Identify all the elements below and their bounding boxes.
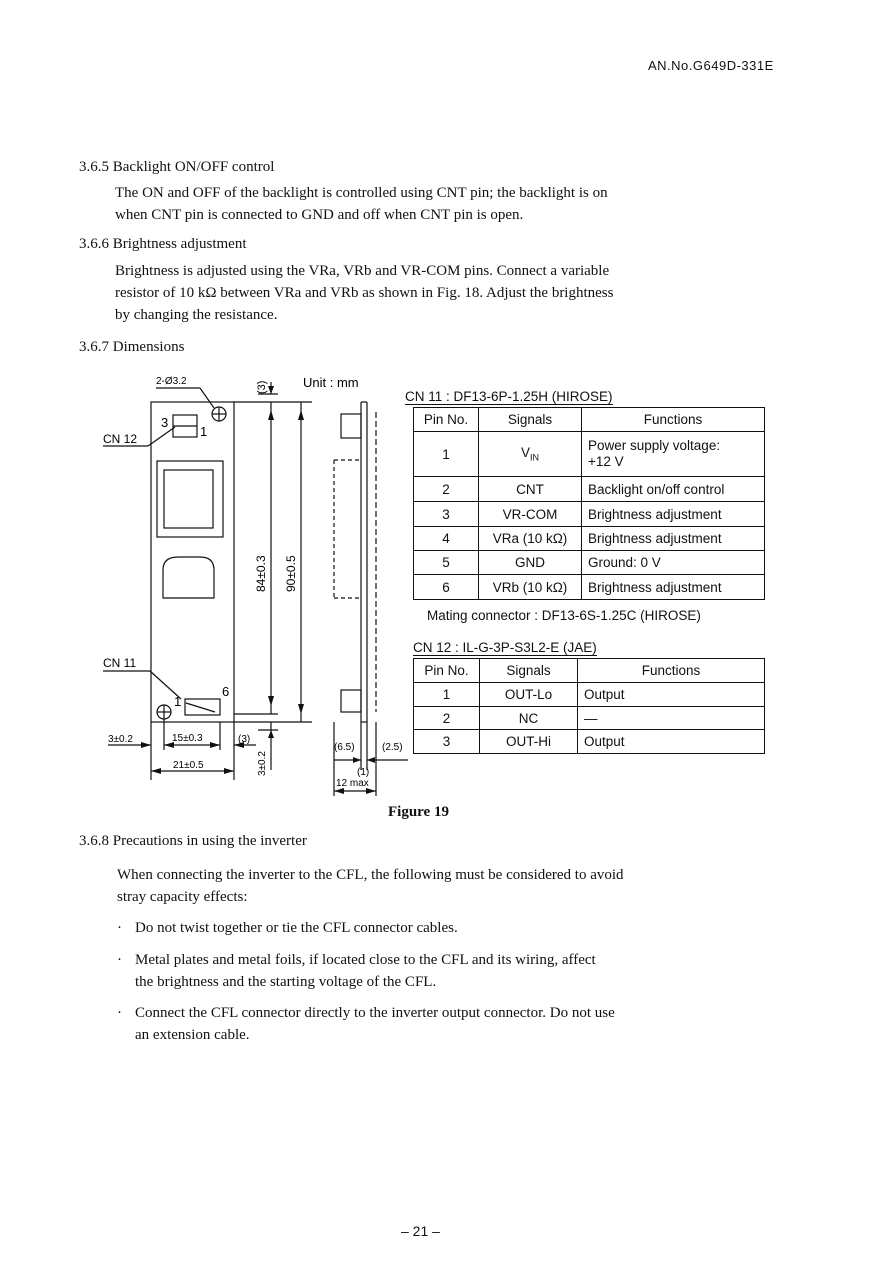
section-text-3-6-5-line-2: when CNT pin is connected to GND and off when CNT pin is open. xyxy=(115,207,524,223)
table-header-row xyxy=(414,408,765,432)
table-row xyxy=(414,502,765,527)
table-row xyxy=(414,707,765,730)
pin-cell: 5 xyxy=(414,551,479,575)
dim-3-left: 3±0.2 xyxy=(108,734,133,745)
signal-cell: VRb (10 kΩ) xyxy=(479,575,582,600)
cn11-title: CN 11 : DF13-6P-1.25H (HIROSE) xyxy=(405,389,613,404)
bullet-item xyxy=(117,1002,615,1024)
bullet-dot-icon: · xyxy=(117,952,122,968)
bullet-dot-icon: · xyxy=(117,920,122,936)
signal-cell: GND xyxy=(479,551,582,575)
function-cell: Ground: 0 V xyxy=(582,551,765,575)
dim-3-bottom: 3±0.2 xyxy=(257,751,268,776)
cn11-label: CN 11 xyxy=(103,656,137,670)
section-text-3-6-6-line-1: Brightness is adjusted using the VRa, VRb and VR-COM pins. Connect a variable xyxy=(115,263,610,279)
pin-cell: 1 xyxy=(414,683,480,707)
cn11-table xyxy=(413,407,765,600)
hole-label: 2-Ø3.2 xyxy=(156,376,187,387)
bullet-text: Do not twist together or tie the CFL connector cables. xyxy=(135,920,458,936)
table-row xyxy=(414,730,765,754)
pin-cell: 2 xyxy=(414,477,479,502)
header-signals: Signals xyxy=(480,659,578,683)
table-row xyxy=(414,477,765,502)
dim-6-5: (6.5) xyxy=(334,742,355,753)
table-row xyxy=(414,527,765,551)
pin6-label: 6 xyxy=(222,684,230,699)
dim-12max: 12 max xyxy=(336,778,369,789)
cn12-title: CN 12 : IL-G-3P-S3L2-E (JAE) xyxy=(413,640,597,655)
bullet-dot-icon: · xyxy=(117,1005,122,1021)
signal-cell: OUT-Lo xyxy=(480,683,578,707)
section-text-3-6-5-line-1: The ON and OFF of the backlight is controlled using CNT pin; the backlight is on xyxy=(115,185,608,201)
function-cell: Output xyxy=(578,683,765,707)
bullet-text-continued: the brightness and the starting voltage of the CFL. xyxy=(135,974,437,990)
signal-text: V xyxy=(520,445,530,461)
document-number: AN.No.G649D-331E xyxy=(648,58,774,73)
function-text: Power supply voltage: xyxy=(588,438,721,453)
bullet-text: Connect the CFL connector directly to the inverter output connector. Do not use xyxy=(135,1005,615,1021)
dim-3-top: (3) xyxy=(256,380,268,394)
signal-cell: OUT-Hi xyxy=(480,730,578,754)
dim-3-small: (3) xyxy=(238,734,251,745)
unit-label: Unit : mm xyxy=(303,375,359,390)
section-text-3-6-8-intro-1: When connecting the inverter to the CFL, the following must be considered to avoid xyxy=(117,867,624,883)
pin-cell: 1 xyxy=(414,432,479,477)
pin-cell: 3 xyxy=(414,502,479,527)
table-row xyxy=(414,551,765,575)
section-text-3-6-6-line-3: by changing the resistance. xyxy=(115,307,278,323)
cn12-table xyxy=(413,658,765,754)
page-number: – 21 – xyxy=(401,1223,440,1239)
header-pin: Pin No. xyxy=(414,659,480,683)
cn11-mating-connector: Mating connector : DF13-6S-1.25C (HIROSE) xyxy=(427,608,701,623)
dim-84: 84±0.3 xyxy=(254,555,268,592)
bullet-text: Metal plates and metal foils, if located close to the CFL and its wiring, affect xyxy=(135,952,596,968)
function-cell: Output xyxy=(578,730,765,754)
section-text-3-6-8-intro-2: stray capacity effects: xyxy=(117,889,248,905)
pin-cell: 6 xyxy=(414,575,479,600)
table-row xyxy=(414,575,765,600)
section-heading-3-6-5: 3.6.5 Backlight ON/OFF control xyxy=(79,159,275,175)
function-cell: Brightness adjustment xyxy=(582,575,765,600)
pin-cell: 4 xyxy=(414,527,479,551)
header-functions: Functions xyxy=(582,408,765,432)
inverter-board-outline xyxy=(151,402,234,722)
bullet-item xyxy=(117,949,596,971)
function-cell: Brightness adjustment xyxy=(582,527,765,551)
signal-cell: CNT xyxy=(479,477,582,502)
section-heading-3-6-6: 3.6.6 Brightness adjustment xyxy=(79,236,247,252)
dim-21: 21±0.5 xyxy=(173,760,204,771)
dim-1: (1) xyxy=(357,767,370,778)
section-heading-3-6-8: 3.6.8 Precautions in using the inverter xyxy=(79,833,307,849)
signal-subscript: IN xyxy=(530,452,539,463)
section-text-3-6-6-line-2: resistor of 10 kΩ between VRa and VRb as shown in Fig. 18. Adjust the brightness xyxy=(115,285,614,301)
bullet-item xyxy=(117,917,458,939)
signal-cell: VR-COM xyxy=(479,502,582,527)
bullet-text-continued: an extension cable. xyxy=(135,1027,250,1043)
table-row xyxy=(414,683,765,707)
pin-cell: 2 xyxy=(414,707,480,730)
function-cell: Backlight on/off control xyxy=(582,477,765,502)
function-text-2: +12 V xyxy=(588,454,624,469)
signal-cell: VRa (10 kΩ) xyxy=(479,527,582,551)
pin1-top-label: 1 xyxy=(200,424,208,439)
header-functions: Functions xyxy=(578,659,765,683)
cn12-label: CN 12 xyxy=(103,432,138,446)
table-header-row xyxy=(414,659,765,683)
function-cell xyxy=(582,432,765,477)
pin-cell: 3 xyxy=(414,730,480,754)
dim-2-5: (2.5) xyxy=(382,742,403,753)
function-cell: — xyxy=(578,707,765,730)
header-pin: Pin No. xyxy=(414,408,479,432)
dim-90: 90±0.5 xyxy=(284,555,298,592)
header-signals: Signals xyxy=(479,408,582,432)
figure-caption: Figure 19 xyxy=(388,804,449,820)
signal-cell xyxy=(479,432,582,477)
table-row xyxy=(414,432,765,477)
pin1-bottom-label: 1 xyxy=(174,694,182,709)
pin3-label: 3 xyxy=(161,415,169,430)
function-cell: Brightness adjustment xyxy=(582,502,765,527)
dim-15: 15±0.3 xyxy=(172,733,203,744)
signal-cell: NC xyxy=(480,707,578,730)
section-heading-3-6-7: 3.6.7 Dimensions xyxy=(79,339,185,355)
